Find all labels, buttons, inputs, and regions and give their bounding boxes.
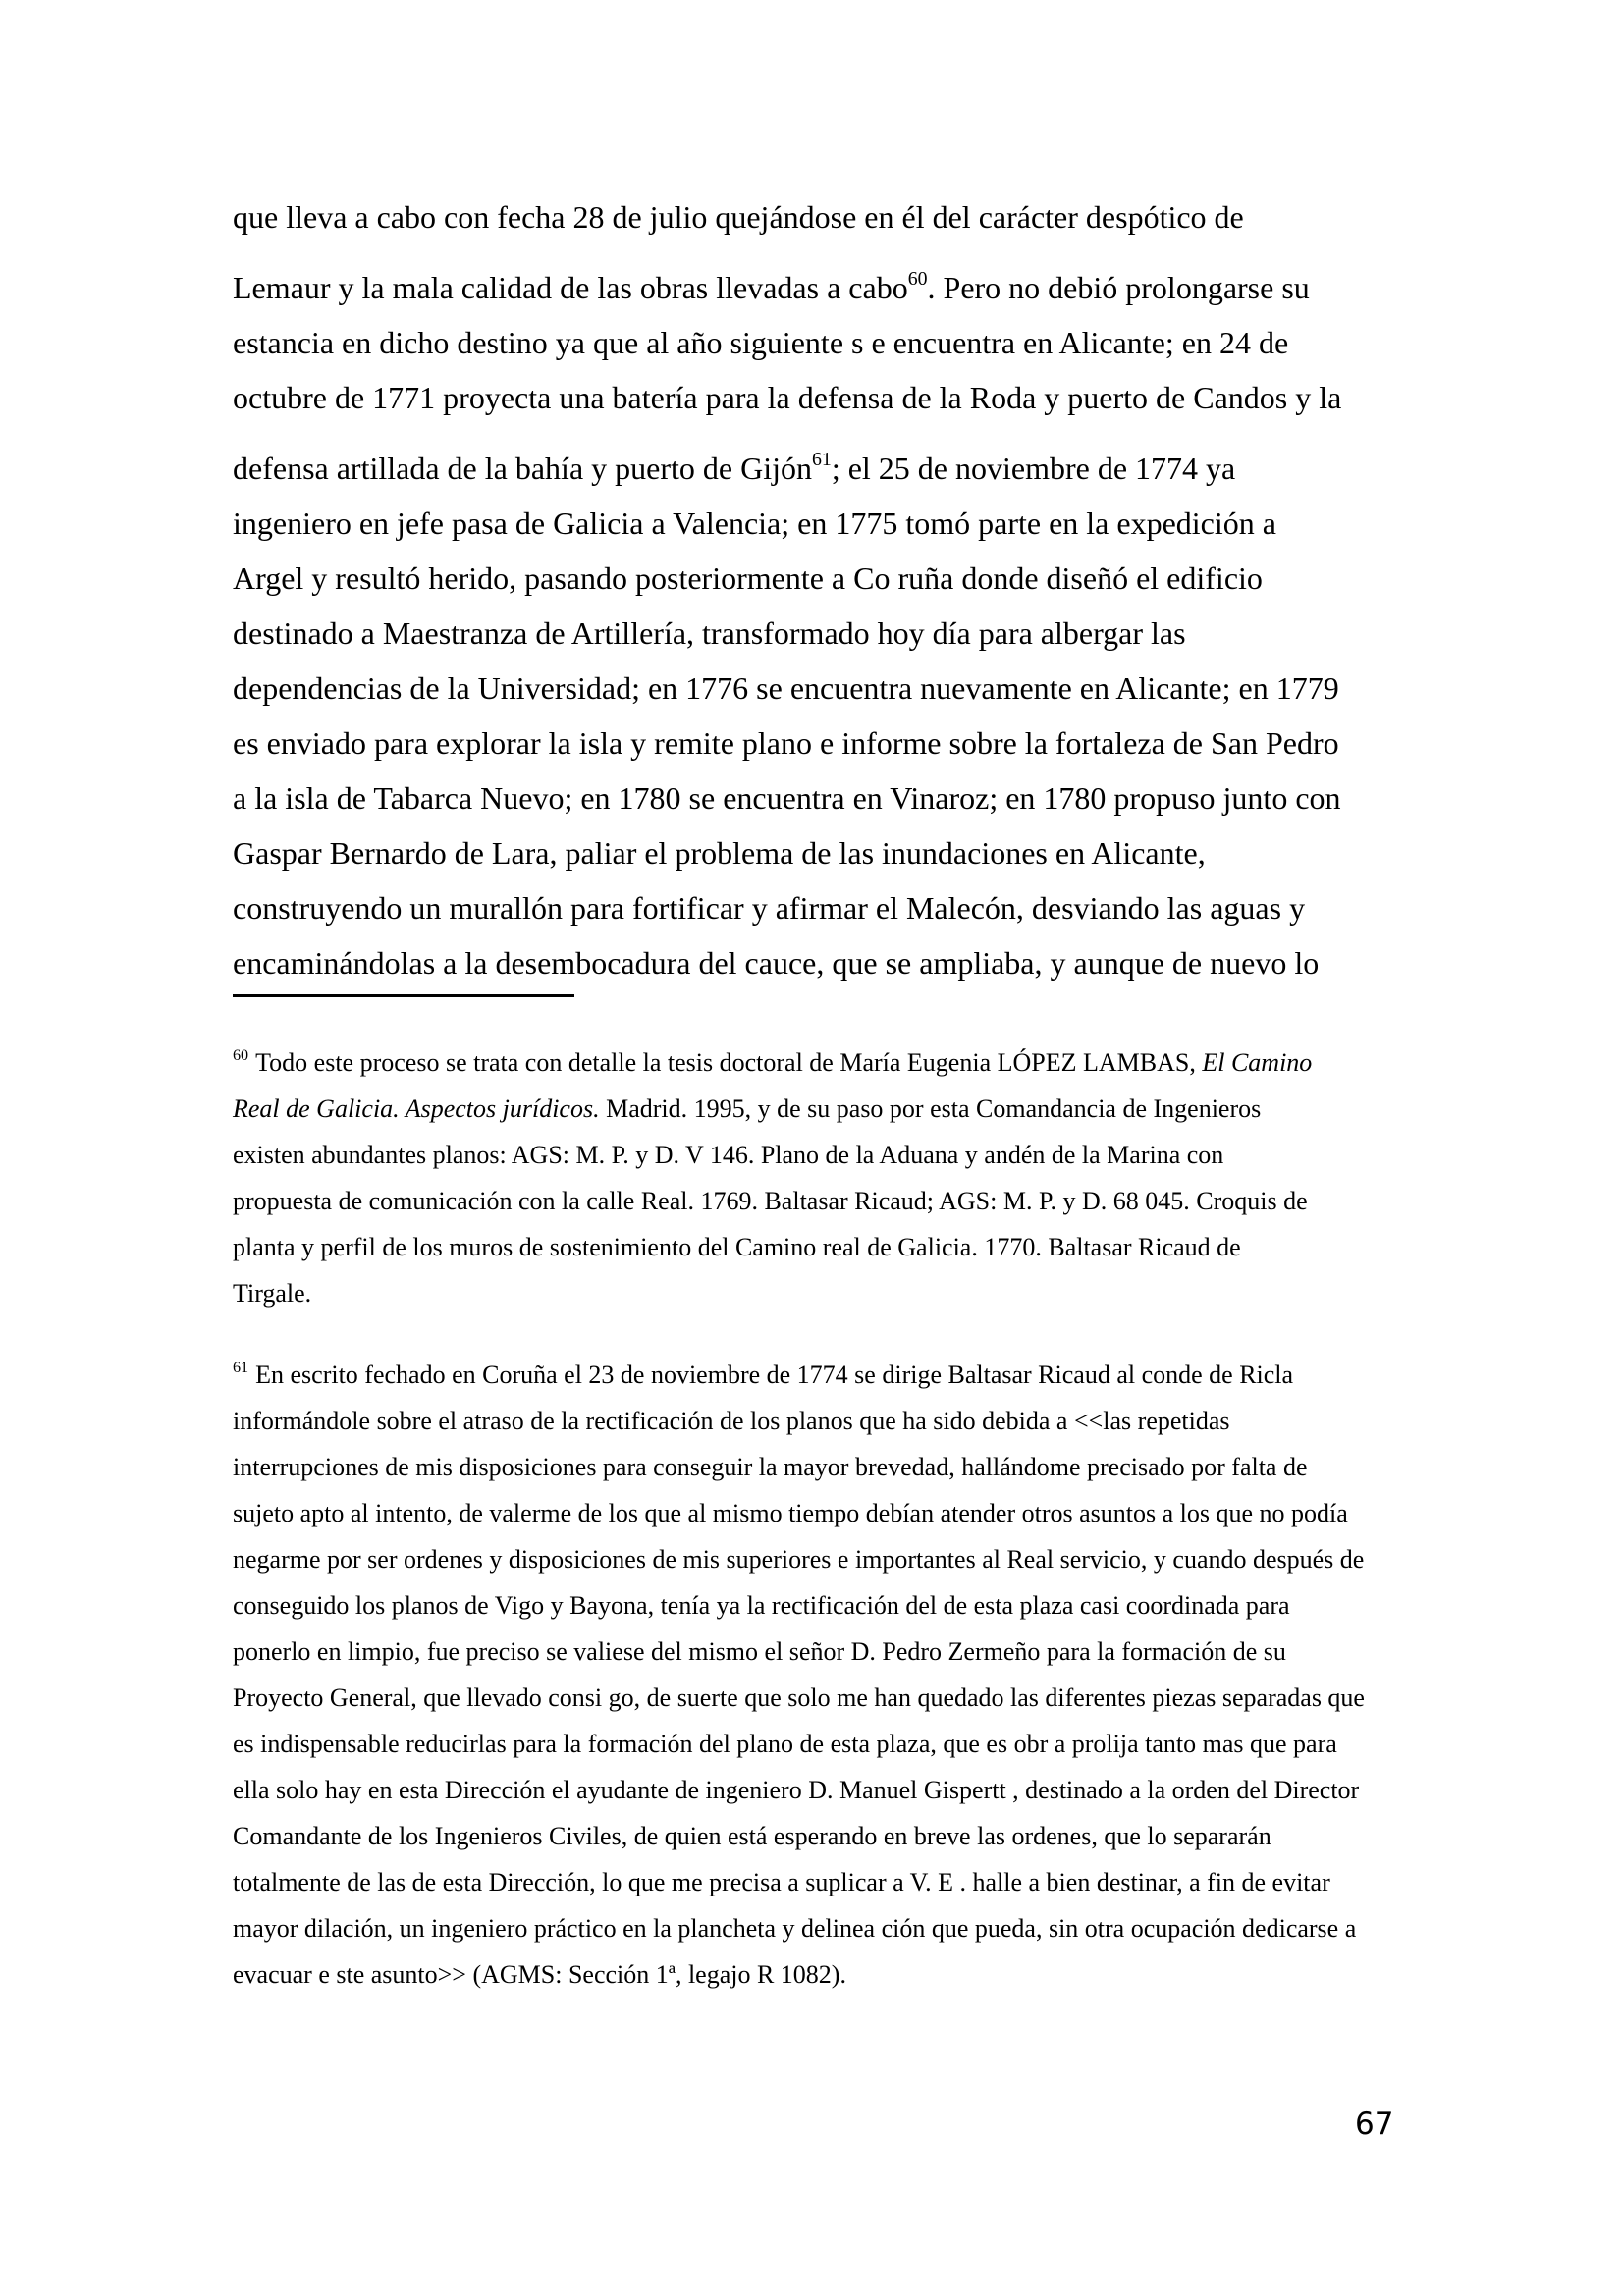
- footnote-marker-60: 60: [233, 1046, 249, 1064]
- line-text: que lleva a cabo con fecha 28 de julio quejándose en él del carácter despótico de: [233, 199, 1244, 235]
- footnote-line: [233, 1086, 1431, 1132]
- footnote-line: [233, 1444, 1431, 1490]
- footnote-61: [233, 1352, 1431, 1998]
- footnote-line: [233, 1132, 1431, 1178]
- line-text: es indispensable reducirlas para la formación del plano de esta plaza, que es obr a prolija tanto mas que para: [233, 1730, 1337, 1758]
- line-text: destinado a Maestranza de Artillería, transformado hoy día para albergar las: [233, 615, 1186, 651]
- line-text: totalmente de las de esta Dirección, lo que me precisa a suplicar a V. E . halle a bien destinar, a fin de evitar: [233, 1868, 1330, 1896]
- line-text: Argel y resultó herido, pasando posteriormente a Co ruña donde diseñó el edificio: [233, 561, 1263, 596]
- line-text: estancia en dicho destino ya que al año siguiente s e encuentra en Alicante; en 24 de: [233, 325, 1289, 360]
- line-text: planta y perfil de los muros de sostenimiento del Camino real de Galicia. 1770. Baltasar Ricaud de: [233, 1233, 1241, 1261]
- line-text: propuesta de comunicación con la calle Real. 1769. Baltasar Ricaud; AGS: M. P. y D. 68 045. Croquis de: [233, 1187, 1308, 1215]
- text-line: [233, 551, 1431, 606]
- line-text: informándole sobre el atraso de la rectificación de los planos que ha sido debida a <<las repetidas: [233, 1407, 1230, 1435]
- footnote-line: [233, 1905, 1431, 1951]
- line-text: ; el 25 de noviembre de 1774 ya: [831, 451, 1236, 486]
- footnote-line: [233, 1490, 1431, 1536]
- footnote-marker-61: 61: [233, 1359, 249, 1376]
- line-text: es enviado para explorar la isla y remite plano e informe sobre la fortaleza de San Pedro: [233, 725, 1339, 761]
- text-line: [233, 315, 1431, 370]
- footnote-ref-61: 61: [811, 449, 832, 471]
- text-line: [233, 661, 1431, 716]
- text-line: [233, 189, 1431, 244]
- text-line: [233, 935, 1431, 990]
- text-line: [233, 496, 1431, 551]
- line-text: En escrito fechado en Coruña el 23 de noviembre de 1774 se dirige Baltasar Ricaud al conde de Ricla: [255, 1361, 1294, 1389]
- line-text: . Pero no debió prolongarse su: [927, 270, 1310, 305]
- footnote-ref-60: 60: [907, 268, 928, 291]
- line-text: sujeto apto al intento, de valerme de los que al mismo tiempo debían atender otros asuntos a los que no podía: [233, 1499, 1348, 1527]
- line-text-italic: Real de Galicia. Aspectos jurídicos.: [233, 1095, 600, 1123]
- line-text: interrupciones de mis disposiciones para conseguir la mayor brevedad, hallándome precisado por falta de: [233, 1453, 1308, 1481]
- line-text: Todo este proceso se trata con detalle la tesis doctoral de María Eugenia LÓPEZ LAMBAS,: [255, 1048, 1203, 1077]
- line-text: a la isla de Tabarca Nuevo; en 1780 se encuentra en Vinaroz; en 1780 propuso junto con: [233, 780, 1341, 816]
- footnote-60: [233, 1040, 1431, 1316]
- footnote-line: [233, 1178, 1431, 1224]
- text-line: [233, 370, 1431, 425]
- text-line: [233, 244, 1431, 315]
- line-text: conseguido los planos de Vigo y Bayona, tenía ya la rectificación del de esta plaza casi coordinada para: [233, 1591, 1290, 1620]
- footnote-line: [233, 1270, 1431, 1316]
- line-text: ella solo hay en esta Dirección el ayudante de ingeniero D. Manuel Gispertt , destinado a la orden del Director: [233, 1776, 1360, 1804]
- line-text: ponerlo en limpio, fue preciso se valiese del mismo el señor D. Pedro Zermeño para la formación de su: [233, 1637, 1286, 1666]
- footnote-line: [233, 1767, 1431, 1813]
- document-page-content: [233, 189, 1431, 1998]
- footnote-line: [233, 1629, 1431, 1675]
- footnote-line: [233, 1859, 1431, 1905]
- page-number: 67: [1355, 2107, 1394, 2142]
- line-text: negarme por ser ordenes y disposiciones de mis superiores e importantes al Real servicio, y cuando después de: [233, 1545, 1365, 1574]
- footnote-separator: [233, 994, 574, 997]
- line-text: Gaspar Bernardo de Lara, paliar el problema de las inundaciones en Alicante,: [233, 835, 1206, 871]
- text-line: [233, 771, 1431, 826]
- footnote-line: [233, 1675, 1431, 1721]
- footnote-line: [233, 1536, 1431, 1582]
- footnote-line: [233, 1224, 1431, 1270]
- line-text: evacuar e ste asunto>> (AGMS: Sección 1ª, legajo R 1082).: [233, 1960, 846, 1989]
- footnote-line: [233, 1813, 1431, 1859]
- line-text: defensa artillada de la bahía y puerto de Gijón: [233, 451, 812, 486]
- line-text: dependencias de la Universidad; en 1776 se encuentra nuevamente en Alicante; en 1779: [233, 670, 1339, 706]
- text-line: [233, 881, 1431, 935]
- line-text: octubre de 1771 proyecta una batería para la defensa de la Roda y puerto de Candos y la: [233, 380, 1342, 415]
- footnote-line: [233, 1951, 1431, 1998]
- line-text: Comandante de los Ingenieros Civiles, de quien está esperando en breve las ordenes, que lo separarán: [233, 1822, 1271, 1850]
- text-line: [233, 716, 1431, 771]
- line-text: Proyecto General, que llevado consi go, de suerte que solo me han quedado las diferentes piezas separadas que: [233, 1683, 1365, 1712]
- text-line: [233, 826, 1431, 881]
- body-text: [233, 189, 1431, 990]
- line-text: ingeniero en jefe pasa de Galicia a Valencia; en 1775 tomó parte en la expedición a: [233, 506, 1276, 541]
- line-text: Lemaur y la mala calidad de las obras llevadas a cabo: [233, 270, 908, 305]
- footnote-line: [233, 1582, 1431, 1629]
- text-line: [233, 606, 1431, 661]
- footnote-line: [233, 1040, 1431, 1086]
- text-line: [233, 425, 1431, 496]
- line-text: Tirgale.: [233, 1279, 312, 1308]
- line-text: existen abundantes planos: AGS: M. P. y D. V 146. Plano de la Aduana y andén de la Marina con: [233, 1141, 1224, 1169]
- line-text: mayor dilación, un ingeniero práctico en la plancheta y delinea ción que pueda, sin otra ocupación dedicarse a: [233, 1914, 1357, 1943]
- line-text: Madrid. 1995, y de su paso por esta Comandancia de Ingenieros: [599, 1095, 1262, 1123]
- footnote-line: [233, 1352, 1431, 1398]
- footnote-line: [233, 1721, 1431, 1767]
- line-text: encaminándolas a la desembocadura del cauce, que se ampliaba, y aunque de nuevo lo: [233, 945, 1320, 981]
- line-text: construyendo un murallón para fortificar y afirmar el Malecón, desviando las aguas y: [233, 890, 1306, 926]
- line-text-italic: El Camino: [1202, 1048, 1313, 1077]
- footnote-line: [233, 1398, 1431, 1444]
